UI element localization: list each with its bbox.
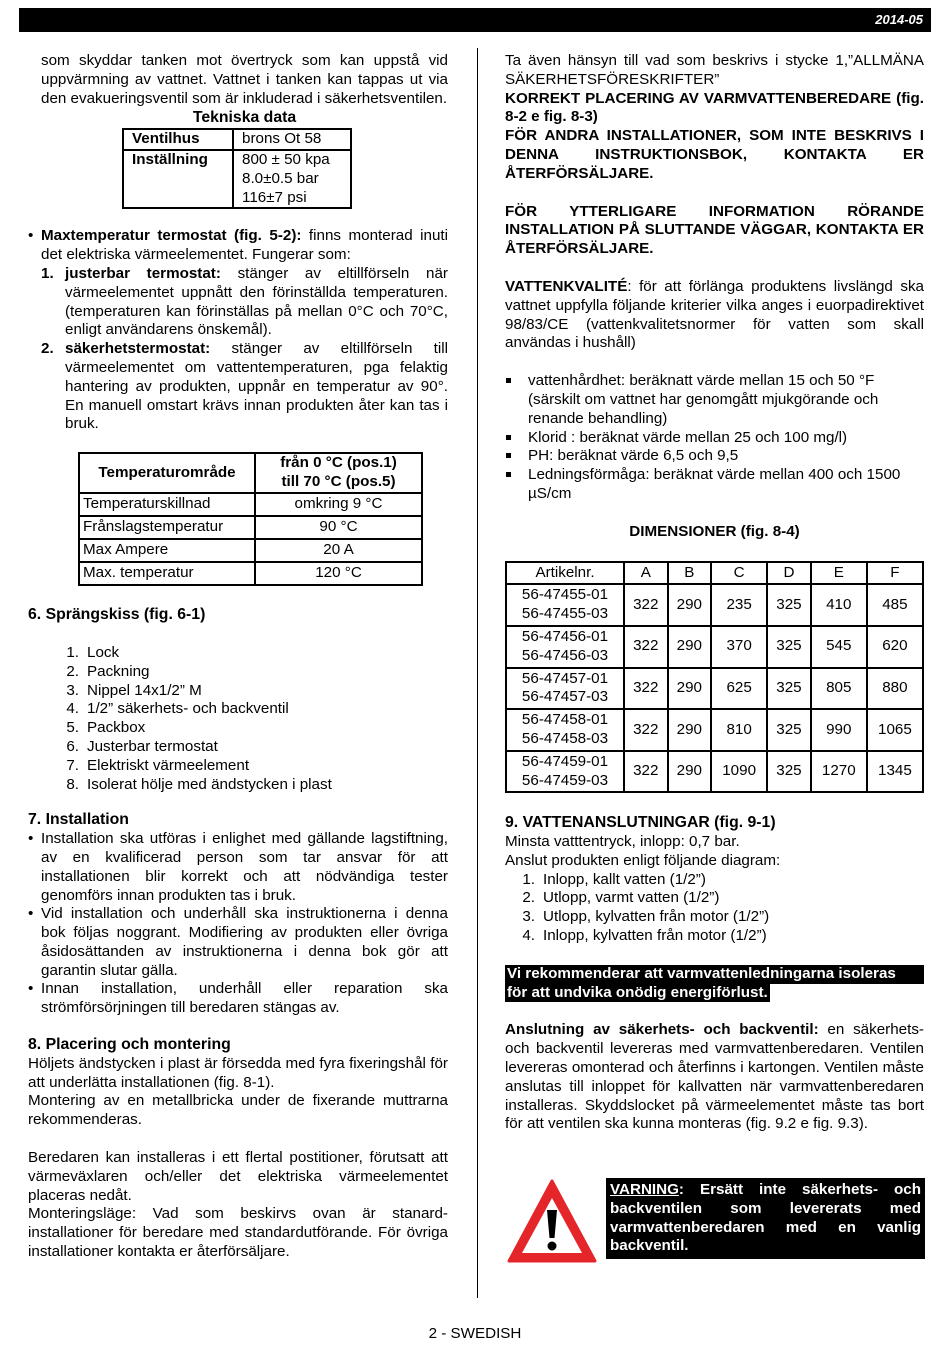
tech-value-bar: 8.0±0.5 bar [242,169,319,187]
temp-row-label: Temperaturskillnad [79,493,255,516]
dim-cell: 1345 [867,751,923,793]
table-row [506,751,923,793]
tech-label-installning: Inställning [123,150,233,208]
list-item [60,738,448,757]
temp-head-value-1: från 0 °C (pos.1) [280,454,397,472]
table-row [506,626,923,668]
list-item [516,871,924,890]
dim-cell: 322 [624,626,668,668]
list-item [60,757,448,776]
tech-data-title: Tekniska data [192,109,297,127]
right-paragraph-4: FÖR YTTERLIGARE INFORMATION RÖRANDE INSTALLATION PÅ SLUTTANDE VÄGGAR, KONTAKTA ER ÅTERFÖRSÄLJARE. [505,202,924,258]
right-paragraph-1: Ta även hänsyn till vad som beskrivs i stycke 1,”ALLMÄNA SÄKERHETSFÖRESKRIFTER” [505,52,924,88]
table-row [79,516,422,539]
article-number: 56-47459-03 [521,771,609,789]
part-number: 2. [66,662,79,680]
dim-cell: 290 [668,751,712,793]
list-item [60,719,448,738]
right-paragraph-2: KORREKT PLACERING AV VARMVATTENBEREDARE (fig. 8-2 e fig. 8-3) [505,89,924,126]
dim-article [506,709,624,751]
section8-paragraph-4: Monteringsläge: Vad som beskirvs ovan är stanard-installationer för beredare med standardutförande. För övriga installationer kontakta er återförsäljare. [28,1205,448,1261]
dim-cell: 880 [867,668,923,710]
list-item [60,682,448,701]
recommendation-box [505,965,924,1003]
dim-cell: 325 [767,751,811,793]
dim-article [506,626,624,668]
list-item [60,776,448,795]
tech-value-kpa: 800 ± 50 kpa [242,150,330,168]
list-item [60,700,448,719]
connection-text: Utlopp, varmt vatten (1/2”) [543,889,720,907]
part-text: Justerbar termostat [87,737,218,755]
dim-cell: 325 [767,709,811,751]
recommendation-line-1: Vi rekommenderar att varmvattenledningarna isoleras [505,965,924,984]
water-quality-bold: VATTENKVALITÉ [505,277,628,295]
dim-cell: 325 [767,626,811,668]
part-text: 1/2” säkerhets- och backventil [87,700,289,718]
dim-cell: 290 [668,584,712,626]
table-row [506,709,923,751]
section8-title: 8. Placering och montering [28,1036,231,1054]
part-text: Packbox [87,719,146,737]
dim-article [506,668,624,710]
list-item [516,927,924,946]
list-item: • Vid installation och underhåll ska instruktionerna i denna bok följas noggrant. Modifiering av produkten eller övriga åsidosättanden av instruktionerna i denna bok gör att garantin slutar gälla. [28,905,448,980]
connection-number: 3. [522,908,535,926]
part-number: 4. [66,700,79,718]
list-item: vattenhårdhet: beräknatt värde mellan 15 och 50 °F (särskilt om vattnet har genomgått mjukgörande och renande behandling) [505,372,924,428]
table-row [79,493,422,516]
item1-text: stänger av eltillförseln när värmeelementet uppnått den förinställda temperaturen. (temperaturen kan förinställas på mellan 0°C och 70°C, enligt användarens önskemål). [65,264,448,339]
tech-value-installning [233,150,351,208]
section9-title: 9. VATTENANSLUTNINGAR (fig. 9-1) [505,814,776,832]
list-item: • Installation ska utföras i enlighet med gällande lagstiftning, av en kvalificerad person som tar ansvar för att installationen blir korrekt och att nödvändiga tester genomförs innan produkten tas i bruk. [28,830,448,905]
dim-cell: 620 [867,626,923,668]
criteria-list [505,372,924,504]
thermostat-list [28,265,448,434]
thermostat-list-item-2 [28,340,448,434]
tech-value-ventilhus: brons Ot 58 [233,129,351,150]
list-item: • Innan installation, underhåll eller reparation ska strömförsörjningen till beredaren stängas av. [28,980,448,1018]
section9-paragraph-2: Anslut produkten enligt följande diagram: [505,851,781,869]
dim-header: Artikelnr. [506,562,624,585]
dim-article [506,751,624,793]
connection-text: Inlopp, kallt vatten (1/2”) [543,870,706,888]
item2-number: 2. [41,340,54,358]
water-quality-text: : för att förlänga produktens livslängd ska vattnet uppfylla följande kriterier vilka anges i euorpadirektivet 98/83/CE (vattenkvalitetsnormer för vatten som skall användas i hushåll) [505,277,924,352]
part-number: 8. [66,775,79,793]
article-number: 56-47456-01 [521,627,609,645]
article-number: 56-47457-03 [521,688,609,706]
dim-cell: 290 [668,709,712,751]
parts-list [60,644,448,794]
list-item [60,663,448,682]
article-number: 56-47456-03 [521,646,609,664]
tech-label-ventilhus: Ventilhus [123,129,233,150]
dim-cell: 1090 [711,751,767,793]
part-number: 6. [66,737,79,755]
header-date: 2014-05 [875,12,923,27]
thermostat-list-item-1 [28,265,448,340]
table-row [79,539,422,562]
connection-number: 2. [522,889,535,907]
thermostat-item [28,227,448,265]
section8-paragraph-1: Höljets ändstycken i plast är försedda med fyra fixeringshål för att underlätta installationen (fig. 8-1). [28,1054,448,1091]
dim-cell: 1270 [811,751,867,793]
section6-title: 6. Sprängskiss (fig. 6-1) [28,606,206,624]
valve-paragraph [505,1021,924,1134]
section8-paragraph-2: Montering av en metallbricka under de fixerande muttrarna rekommenderas. [28,1092,448,1129]
dim-cell: 235 [711,584,767,626]
list-item [516,908,924,927]
connection-number: 4. [522,927,535,945]
dim-cell: 370 [711,626,767,668]
dim-cell: 322 [624,668,668,710]
temperature-table [78,452,423,586]
right-column [505,52,924,1134]
article-number: 56-47458-01 [521,711,609,729]
temp-head-label: Temperaturområde [79,453,255,493]
dim-cell: 290 [668,668,712,710]
dim-cell: 325 [767,668,811,710]
connection-text: Inlopp, kylvatten från motor (1/2”) [543,927,767,945]
part-number: 1. [66,643,79,661]
dim-cell: 990 [811,709,867,751]
dim-cell: 410 [811,584,867,626]
valve-bold: Anslutning av säkerhets- och backventil: [505,1021,819,1039]
temp-head-value [255,453,422,493]
item1-bold: justerbar termostat: [65,264,221,282]
header-bar [19,8,931,32]
dim-cell: 322 [624,709,668,751]
water-quality-paragraph [505,278,924,353]
part-text: Packning [87,662,150,680]
temp-row-label: Frånslagstemperatur [79,516,255,539]
warning-triangle-icon [506,1178,598,1264]
dim-cell: 805 [811,668,867,710]
list-item: Klorid : beräknat värde mellan 25 och 100 mg/l) [505,429,924,448]
right-paragraph-3: FÖR ANDRA INSTALLATIONER, SOM INTE BESKRIVS I DENNA INSTRUKTIONSBOK, KONTAKTA ER ÅTERFÖRSÄLJARE. [505,127,924,182]
article-number: 56-47455-01 [521,586,609,604]
part-text: Isolerat hölje med ändstycken i plast [87,775,332,793]
temp-row-value: omkring 9 °C [255,493,422,516]
dim-cell: 625 [711,668,767,710]
item2-bold: säkerhetstermostat: [65,340,211,358]
recommendation-line-2: för att undvika onödig energiförlust. [507,983,768,1001]
list-item: PH: beräknat värde 6,5 och 9,5 [505,447,924,466]
tech-value-psi: 116±7 psi [242,188,307,206]
installation-bullets [28,830,448,1018]
article-number: 56-47457-01 [521,669,609,687]
tech-data-table [122,128,352,209]
warning-text: : Ersätt inte säkerhets- och backventilen som levererats med varmvattenberedaren med en vanlig backventil. [610,1181,921,1255]
table-row [506,668,923,710]
article-number: 56-47459-01 [521,752,609,770]
temp-row-value: 120 °C [255,562,422,585]
part-number: 5. [66,719,79,737]
part-text: Lock [87,643,120,661]
dim-cell: 290 [668,626,712,668]
article-number: 56-47458-03 [521,729,609,747]
list-item: Ledningsförmåga: beräknat värde mellan 400 och 1500 µS/cm [505,466,924,504]
dim-cell: 322 [624,584,668,626]
intro-paragraph: som skyddar tanken mot övertryck som kan uppstå vid uppvärmning av vattnet. Vattnet i tanken kan tappas ut via den evakueringsventil som är inkluderad i säkerhetsventilen. [41,52,448,107]
dim-cell: 810 [711,709,767,751]
part-text: Elektriskt värmeelement [87,756,250,774]
dim-cell: 322 [624,751,668,793]
dimensions-title: DIMENSIONER (fig. 8-4) [629,522,800,540]
section9-paragraph-1: Minsta vatttentryck, inlopp: 0,7 bar. [505,833,740,851]
temp-head-value-2: till 70 °C (pos.5) [281,473,396,491]
table-row [506,584,923,626]
warning-label: VARNING [610,1181,679,1198]
section7-title: 7. Installation [28,811,129,829]
dim-header: A [624,562,668,585]
column-divider [477,48,478,1298]
temp-row-value: 90 °C [255,516,422,539]
temp-row-value: 20 A [255,539,422,562]
page-footer: 2 - SWEDISH [428,1325,522,1342]
dim-cell: 485 [867,584,923,626]
dimensions-table [505,561,924,794]
item1-number: 1. [41,264,54,282]
item2-text: stänger av eltillförseln till värmeelementet om vattentemperaturen, pga felaktig hantering av produkten, uppnår en temperatur av 90°. En manuell omstart krävs innan produkten åter kan tas i bruk. [65,340,448,433]
connections-list [516,871,924,946]
thermostat-bullet [28,227,448,265]
dim-header: B [668,562,712,585]
part-text: Nippel 14x1/2” M [87,681,202,699]
dim-header: C [711,562,767,585]
dim-article [506,584,624,626]
dim-header: D [767,562,811,585]
article-number: 56-47455-03 [521,605,609,623]
dim-cell: 545 [811,626,867,668]
valve-text: en säkerhets- och backventil levereras med varmvattenberedaren. Ventilen levereras omonterad och återfinns i kartongen. Ventilen måste anslutas till inloppet för kallvatten när varmvattenberedaren installeras. Skyddslocket på värmeelementet måste tas bort för att ventilen ska kunna monteras (fig. 9.2 e fig. 9.3). [505,1021,924,1133]
part-number: 7. [66,756,79,774]
warning-box [606,1178,925,1259]
dim-cell: 1065 [867,709,923,751]
dim-header: F [867,562,923,585]
thermostat-text: finns monterad inuti det elektriska värmeelementet. Fungerar som: [41,227,448,264]
temp-row-label: Max Ampere [79,539,255,562]
list-item [516,889,924,908]
table-row [79,562,422,585]
part-number: 3. [66,681,79,699]
list-item [60,644,448,663]
dim-header: E [811,562,867,585]
left-column [28,52,448,1262]
connection-number: 1. [522,870,535,888]
dim-cell: 325 [767,584,811,626]
temp-row-label: Max. temperatur [79,562,255,585]
section8-paragraph-3: Beredaren kan installeras i ett flertal postitioner, förutsatt att värmeväxlaren och/eller det elektriska värmeelementet placeras nedåt. [28,1149,448,1204]
thermostat-bold: Maxtemperatur termostat (fig. 5-2): [41,227,302,245]
connection-text: Utlopp, kylvatten från motor (1/2”) [543,908,770,926]
